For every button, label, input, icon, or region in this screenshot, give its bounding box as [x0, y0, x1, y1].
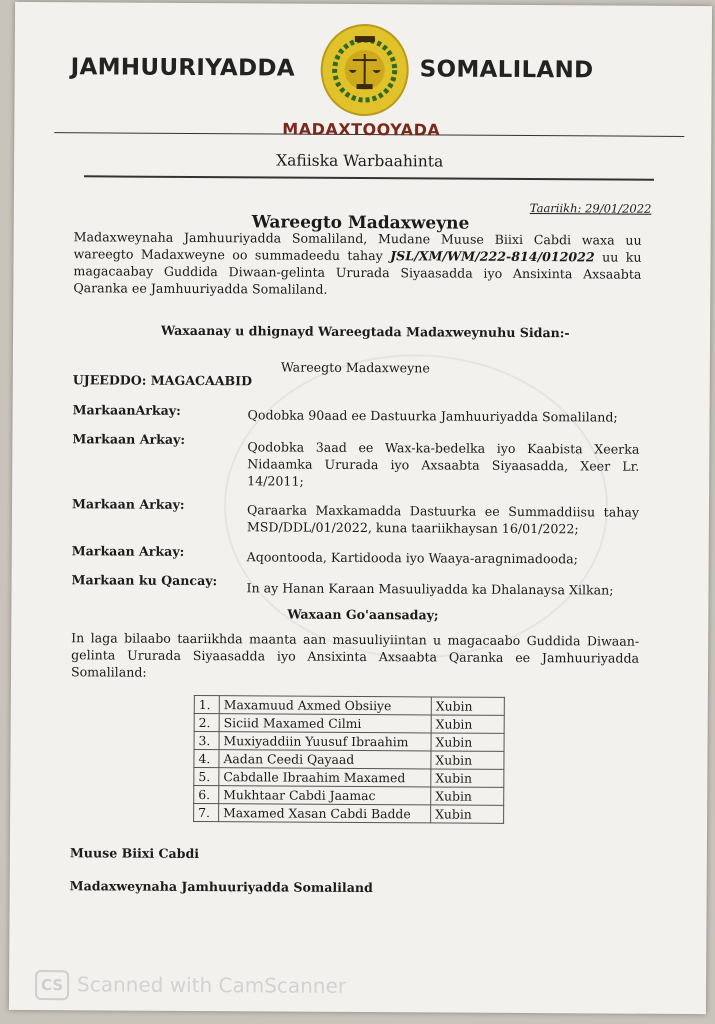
bureau-rule [84, 175, 654, 180]
lead-line: Waxaanay u dhignayd Wareegtada Madaxweynuhu Sidan:- [161, 322, 570, 341]
member-role: Xubin [431, 733, 504, 751]
sub-title: Wareegto Madaxweyne [280, 359, 430, 376]
member-name: Maxamuud Axmed Obsiiye [219, 696, 431, 715]
member-name: Siciid Maxamed Cilmi [219, 714, 431, 733]
document-page [9, 2, 712, 1014]
member-name: Mukhtaar Cabdi Jaamac [219, 786, 431, 805]
table-row [194, 767, 504, 787]
member-name: Aadan Ceedi Qayaad [219, 750, 431, 769]
table-row [194, 749, 504, 769]
member-number: 7. [194, 803, 219, 821]
clause-label: Markaan Arkay: [72, 431, 186, 447]
intro-text-1: Madaxweynaha Jamhuuriyadda Somaliland, Mudane Muuse Biixi Cabdi waxa uu wareegto Madaxweyne oo summadeedu tahay [73, 229, 642, 264]
clause-label: Markaan Arkay: [71, 543, 185, 559]
member-number: 5. [194, 767, 219, 785]
clause-text: Qaraarka Maxkamadda Dastuurka ee Summaddiisu tahay MSD/DDL/01/2022, kuna taariikhaysan 16/01/2022; [246, 502, 640, 537]
table-row [194, 803, 504, 823]
member-number: 2. [194, 713, 219, 731]
member-number: 4. [194, 749, 219, 767]
intro-text-2: uu ku magacaabay Guddida Diwaan-gelinta Ururada Siyaasadda iyo Ansixinta Axsaabta Qaranka ee Jamhuuriyadda Somaliland. [73, 249, 642, 297]
scanner-watermark-text: Scanned with CamScanner [77, 972, 347, 998]
member-name: Muxiyaddiin Yuusuf Ibraahim [219, 732, 431, 751]
document-title: Wareegto Madaxweyne [251, 212, 470, 234]
clause-text: In ay Hanan Karaan Masuuliyadda ka Dhalanaysa Xilkan; [246, 580, 614, 598]
camscanner-logo-icon: CS [35, 970, 69, 1000]
clause-text: Qodobka 90aad ee Dastuurka Jamhuuriyadda Somaliland; [247, 407, 618, 425]
member-number: 1. [194, 695, 219, 713]
clause-label: MarkaanArkay: [72, 402, 181, 418]
table-row [194, 713, 504, 733]
member-number: 6. [194, 785, 219, 803]
document-date: Taariikh: 29/01/2022 [529, 201, 652, 216]
signer-name: Muuse Biixi Cabdi [69, 845, 200, 862]
member-role: Xubin [431, 751, 504, 769]
member-number: 3. [194, 731, 219, 749]
table-row [194, 785, 504, 805]
member-role: Xubin [431, 787, 504, 805]
header-left-title: JAMHUURIYADDA [70, 54, 296, 82]
member-name: Cabdalle Ibraahim Maxamed [219, 768, 431, 787]
member-role: Xubin [431, 769, 504, 787]
appointment-paragraph: In laga bilaabo taariikhda maanta aan masuuliyiintan u magacaabo Guddida Diwaan-gelinta Ururada Siyaasadda iyo Ansixinta Axsaabta Qaranka ee Jamhuuriyadda Somaliland: [70, 630, 640, 680]
member-role: Xubin [431, 805, 504, 823]
clause-text: Qodobka 3aad ee Wax-ka-bedelka iyo Kaabista Xeerka Nidaamka Ururada iyo Axsaabta Siyaasadda, Xeer Lr. 14/2011; [247, 439, 640, 489]
table-row [194, 695, 504, 715]
header-right-title: SOMALILAND [419, 56, 594, 84]
purpose-line: UJEEDDO: MAGACAABID [72, 372, 253, 389]
clause-label: Markaan Arkay: [71, 496, 185, 512]
signer-title: Madaxweynaha Jamhuuriyadda Somaliland [69, 878, 373, 896]
members-table [193, 695, 505, 824]
decision-heading: Waxaan Go'aansaday; [287, 606, 439, 623]
clause-text: Aqoontooda, Kartidooda iyo Waaya-aragnimadooda; [246, 549, 579, 567]
table-row [194, 731, 504, 751]
office-name: MADAXTOOYADA [282, 119, 441, 140]
member-role: Xubin [431, 697, 504, 715]
bureau-name: Xafiiska Warbaahinta [276, 151, 444, 171]
clause-label: Markaan ku Qancay: [71, 572, 218, 589]
member-role: Xubin [431, 715, 504, 733]
intro-paragraph [73, 228, 641, 299]
somaliland-coat-of-arms-icon [320, 24, 409, 117]
decree-reference: JSL/XM/WM/222-814/012022 [390, 248, 595, 265]
member-name: Maxamed Xasan Cabdi Badde [219, 804, 431, 823]
